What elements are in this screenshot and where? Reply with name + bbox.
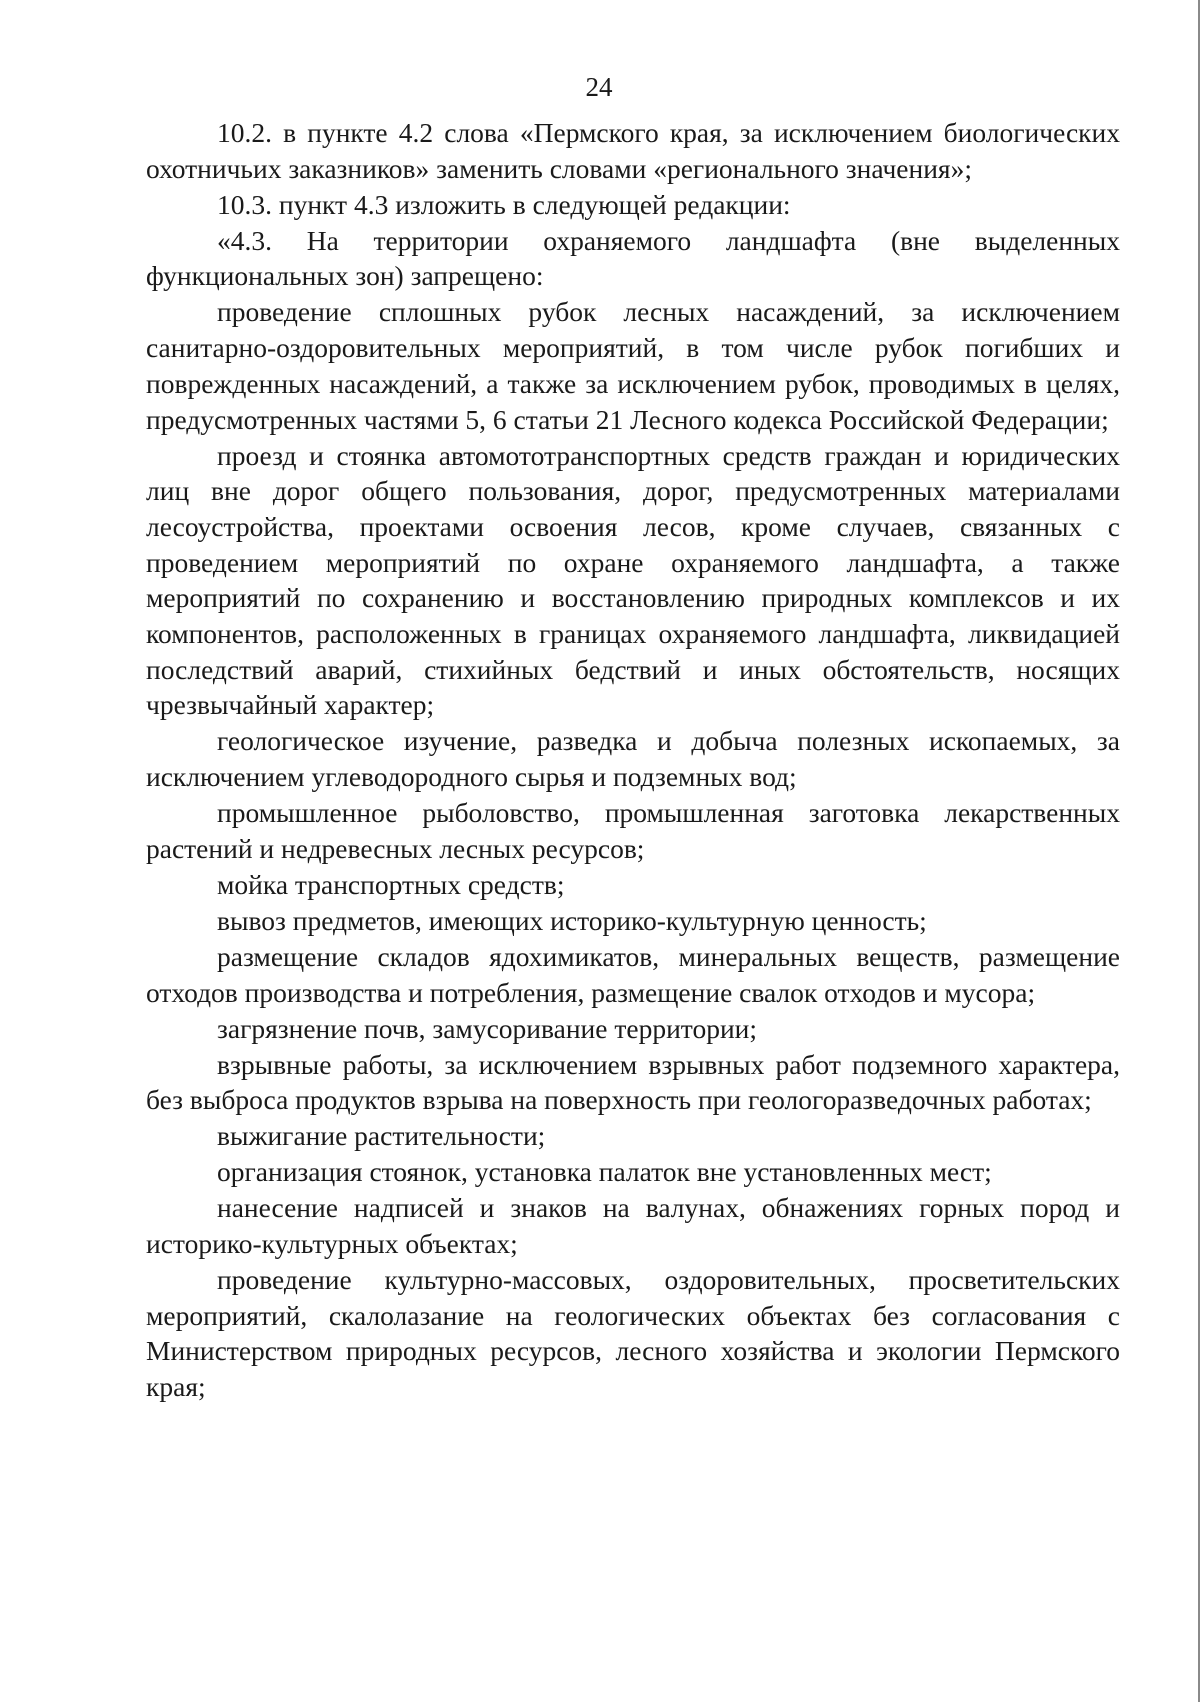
- prohibition-vehicle-traffic: проезд и стоянка автомототранспортных средств граждан и юридических лиц вне дорог общего пользования, дорог, предусмотренных материалами лесоустройства, проектами освоения лесов, кроме случаев, связанных с проведением мероприятий по охране охраняемого ландшафта, а также мероприятий по сохранению и восстановлению природных комплексов и их компонентов, расположенных в границах охраняемого ландшафта, ликвидацией последствий аварий, стихийных бедствий и иных обстоятельств, носящих чрезвычайный характер;: [146, 439, 1120, 721]
- page-number: 24: [585, 72, 613, 102]
- prohibition-inscriptions: нанесение надписей и знаков на валунах, обнажениях горных пород и историко-культурных объектах;: [146, 1192, 1120, 1259]
- paragraph-10-2: 10.2. в пункте 4.2 слова «Пермского края, за исключением биологических охотничьих заказников» заменить словами «регионального значения»;: [146, 117, 1120, 184]
- prohibition-industrial-fishing: промышленное рыболовство, промышленная заготовка лекарственных растений и недревесных лесных ресурсов;: [146, 797, 1120, 864]
- prohibition-vegetation-burning: выжигание растительности;: [217, 1120, 546, 1152]
- prohibition-vehicle-washing: мойка транспортных средств;: [217, 868, 565, 900]
- prohibition-soil-pollution: загрязнение почв, замусоривание территории;: [217, 1012, 758, 1044]
- prohibition-chemical-storage: размещение складов ядохимикатов, минеральных веществ, размещение отходов производства и потребления, размещение свалок отходов и мусора;: [146, 940, 1120, 1008]
- prohibition-clear-cutting: проведение сплошных рубок лесных насаждений, за исключением санитарно-оздоровительных мероприятий, в том числе рубок погибших и поврежденных насаждений, а также за исключением рубок, проводимых в целях, предусмотренных частями 5, 6 статьи 21 Лесного кодекса Российской Федерации;: [146, 296, 1120, 435]
- prohibition-blasting: взрывные работы, за исключением взрывных работ подземного характера, без выброса продуктов взрыва на поверхность при геологоразведочных работах;: [146, 1048, 1120, 1116]
- prohibition-geological-exploration: геологическое изучение, разведка и добыча полезных ископаемых, за исключением углеводородного сырья и подземных вод;: [146, 725, 1120, 793]
- prohibition-export-heritage-items: вывоз предметов, имеющих историко-культурную ценность;: [217, 904, 927, 936]
- prohibition-mass-events: проведение культурно-массовых, оздоровительных, просветительских мероприятий, скалолазание на геологических объектах без согласования с Министерством природных ресурсов, лесного хозяйства и экологии Пермского края;: [146, 1263, 1120, 1403]
- paragraph-4-3-intro: «4.3. На территории охраняемого ландшафта (вне выделенных функциональных зон) запрещено:: [146, 224, 1120, 292]
- prohibition-camping: организация стоянок, установка палаток вне установленных мест;: [217, 1156, 992, 1188]
- paragraph-10-3: 10.3. пункт 4.3 изложить в следующей редакции:: [217, 188, 791, 220]
- document-body: [146, 115, 1120, 1405]
